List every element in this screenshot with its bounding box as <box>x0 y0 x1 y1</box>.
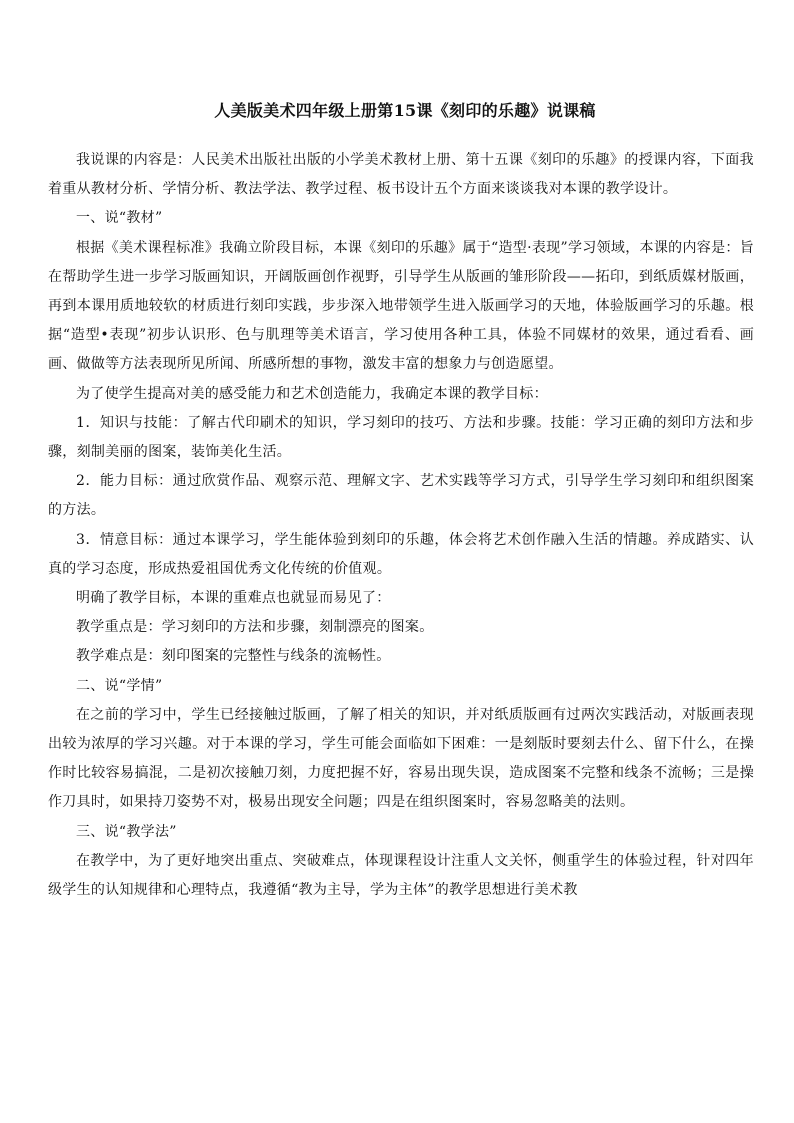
objective-knowledge-skills: 1．知识与技能：了解古代印刷术的知识，学习刻印的技巧、方法和步骤。技能：学习正确的刻印方法和步骤，刻制美丽的图案，装饰美化生活。 <box>48 414 754 461</box>
document-title: 人美版美术四年级上册第15课《刻印的乐趣》说课稿 <box>214 101 596 120</box>
objective-ability: 2．能力目标：通过欣赏作品、观察示范、理解文字、艺术实践等学习方式，引导学生学习刻印和组织图案的方法。 <box>48 473 754 519</box>
key-points-intro: 明确了教学目标，本课的重难点也就显而易见了： <box>76 590 391 607</box>
section-heading-methods: 三、说“教学法” <box>76 823 177 840</box>
objective-emotion: 3．情意目标：通过本课学习，学生能体验到刻印的乐趣，体会将艺术创作融入生活的情趣。养成踏实、认真的学习态度，形成热爱祖国优秀文化传统的价值观。 <box>48 531 754 577</box>
objectives-intro-paragraph: 为了使学生提高对美的感受能力和艺术创造能力，我确定本课的教学目标： <box>76 385 548 402</box>
teaching-difficulty: 教学难点是：刻印图案的完整性与线条的流畅性。 <box>76 648 391 665</box>
intro-paragraph: 我说课的内容是：人民美术出版社出版的小学美术教材上册、第十五课《刻印的乐趣》的授课内容，下面我着重从教材分析、学情分析、教法学法、教学过程、板书设计五个方面来谈谈我对本课的教学设计。 <box>48 152 754 198</box>
methods-paragraph: 在教学中，为了更好地突出重点、突破难点，体现课程设计注重人文关怀，侧重学生的体验过程，针对四年级学生的认知规律和心理特点，我遵循“教为主导，学为主体”的教学思想进行美术教 <box>48 852 754 899</box>
textbook-analysis-paragraph: 根据《美术课程标准》我确立阶段目标，本课《刻印的乐趣》属于“造型·表现”学习领域，本课的内容是：旨在帮助学生进一步学习版画知识，开阔版画创作视野，引导学生从版画的雏形阶段——拓印，到纸质媒材版画，再到本课用质地较软的材质进行刻印实践，步步深入地带领学生进入版画学习的天地，体验版画学习的乐趣。根据“造型•表现”初步认识形、色与肌理等美术语言，学习使用各种工具，体验不同媒材的效果，通过看看、画画、做做等方法表现所见所闻、所感所想的事物，激发丰富的想象力与创造愿望。 <box>48 239 754 373</box>
section-heading-textbook: 一、说“教材” <box>76 210 163 227</box>
section-heading-students: 二、说“学情” <box>76 677 163 694</box>
teaching-key-point: 教学重点是：学习刻印的方法和步骤，刻制漂亮的图案。 <box>76 619 434 636</box>
student-analysis-paragraph: 在之前的学习中，学生已经接触过版画，了解了相关的知识，并对纸质版画有过两次实践活动，对版画表现出较为浓厚的学习兴趣。对于本课的学习，学生可能会面临如下困难：一是刻版时要刻去什么、留下什么，在操作时比较容易搞混，二是初次接触刀刻，力度把握不好，容易出现失误，造成图案不完整和线条不流畅；三是操作刀具时，如果持刀姿势不对，极易出现安全问题；四是在组织图案时，容易忽略美的法则。 <box>48 706 754 811</box>
document-body <box>48 146 754 905</box>
